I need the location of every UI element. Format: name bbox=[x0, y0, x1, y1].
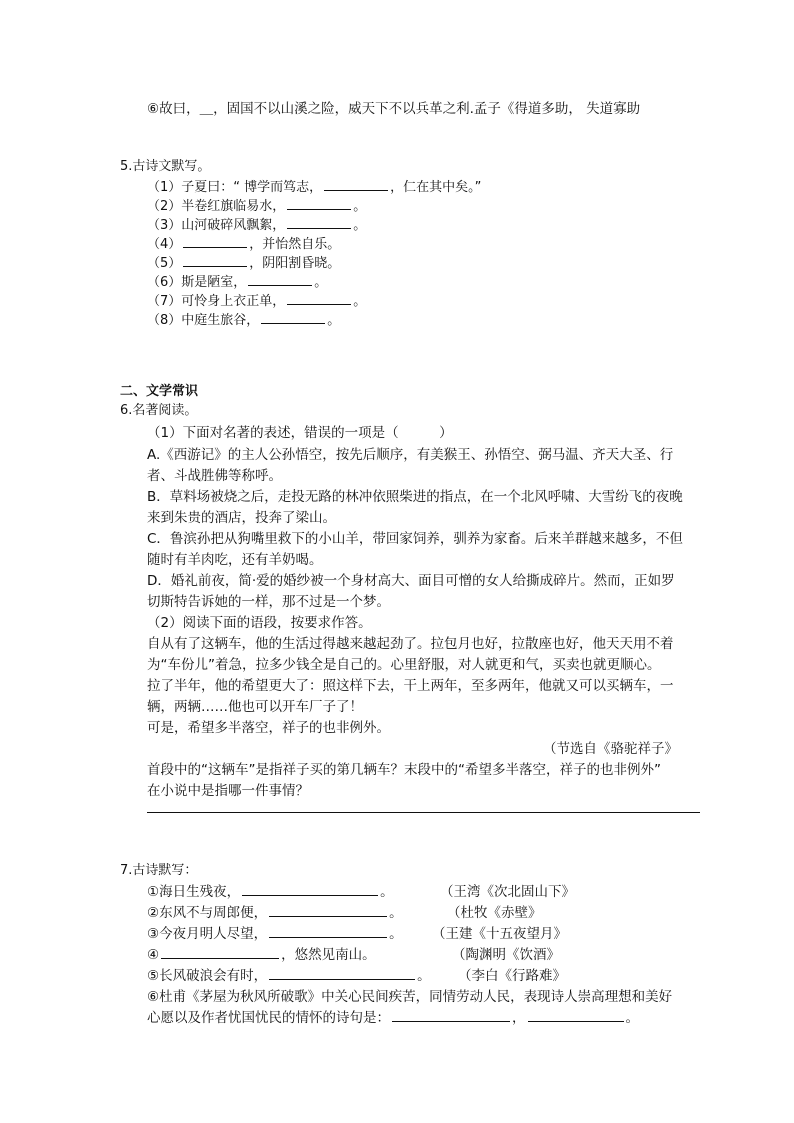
q5-item-7-post: 。 bbox=[353, 294, 367, 309]
answer-blank[interactable] bbox=[161, 945, 279, 959]
q4-item6: ⑥故曰，＿，固国不以山溪之险，威天下不以兵革之利.孟子《得道多助， 失道寡助 bbox=[147, 101, 641, 117]
option-b-line2: 来到朱贵的酒店，投奔了梁山。 bbox=[147, 510, 336, 526]
q7-item-6-prompt: 心愿以及作者忧国忧民的情怀的诗句是： bbox=[147, 1010, 390, 1026]
q5-item-1 bbox=[147, 177, 481, 197]
option-d-line2: 切斯特告诉她的一样，那不过是一个梦。 bbox=[147, 594, 390, 610]
q6-sub1: （1）下面对名著的表述，错误的一项是（ ） bbox=[147, 425, 453, 441]
q7-item-4 bbox=[147, 945, 376, 965]
answer-blank[interactable] bbox=[287, 215, 351, 229]
q5-item-7-pre: （7）可怜身上衣正单， bbox=[147, 294, 286, 309]
q7-item-5-source: （李白《行路难》 bbox=[458, 968, 566, 984]
passage-line3: 拉了半年，他的希望更大了：照这样下去，干上两年，至多两年，他就又可以买辆车，一 bbox=[147, 678, 674, 694]
option-a-line2: 者、斗战胜佛等称呼。 bbox=[147, 468, 282, 484]
q5-title: 5.古诗文默写。 bbox=[120, 159, 211, 174]
q5-item-6-post: 。 bbox=[314, 275, 328, 290]
q5-item-3 bbox=[147, 215, 366, 235]
answer-blank[interactable] bbox=[324, 177, 388, 191]
q5-item-2-pre: （2）半卷红旗临易水， bbox=[147, 199, 286, 214]
q7-item-3-source: （王建《十五夜望月》 bbox=[432, 926, 567, 942]
answer-blank[interactable] bbox=[287, 196, 351, 210]
q5-item-3-pre: （3）山河破碎风飘絮， bbox=[147, 218, 286, 233]
passage-line2: 为“车份儿”着急，拉多少钱全是自己的。心里舒服，对人就更和气，买卖也就更顺心。 bbox=[147, 657, 661, 673]
q5-item-6-pre: （6）斯是陋室， bbox=[147, 275, 247, 290]
q5-item-8-post: 。 bbox=[327, 313, 341, 328]
q7-item-3 bbox=[147, 924, 403, 944]
q7-item-3-pre: ③今夜月明人尽望， bbox=[147, 926, 268, 942]
q5-item-1-post: ，仁在其中矣。” bbox=[390, 180, 482, 195]
q5-item-5-post: ，阴阳割昏晓。 bbox=[249, 256, 341, 271]
passage-line4: 辆，两辆……他也可以开车厂子了！ bbox=[147, 699, 363, 715]
q7-item-6-line2 bbox=[147, 1008, 639, 1028]
answer-blank[interactable] bbox=[392, 1008, 510, 1022]
q6-sub2: （2）阅读下面的语段，按要求作答。 bbox=[147, 615, 372, 631]
q5-item-5-pre: （5） bbox=[147, 256, 182, 271]
passage-line1: 自从有了这辆车，他的生活过得越来越起劲了。拉包月也好，拉散座也好，他天天用不着 bbox=[147, 636, 674, 652]
q6-title: 6.名著阅读。 bbox=[120, 403, 198, 418]
q7-item-6-line1: ⑥杜甫《茅屋为秋风所破歌》中关心民间疾苦，同情劳动人民，表现诗人崇高理想和美好 bbox=[147, 989, 673, 1005]
q5-item-8 bbox=[147, 310, 340, 330]
q5-item-3-post: 。 bbox=[353, 218, 367, 233]
section-heading: 二、文学常识 bbox=[120, 384, 199, 399]
question-line2: 在小说中是指哪一件事情？ bbox=[147, 783, 309, 799]
q7-item-6-sep: ， bbox=[512, 1010, 526, 1026]
q5-item-5 bbox=[147, 253, 340, 273]
option-c-line2: 随时有羊肉吃，还有羊奶喝。 bbox=[147, 552, 323, 568]
option-c-line1: C．鲁滨孙把从狗嘴里救下的小山羊，带回家饲养，驯养为家畜。后来羊群越来越多，不但 bbox=[147, 531, 683, 547]
q7-item-6-end: 。 bbox=[625, 1010, 639, 1026]
answer-blank[interactable] bbox=[248, 272, 312, 286]
answer-blank[interactable] bbox=[242, 882, 378, 896]
q5-item-7 bbox=[147, 291, 366, 311]
answer-line[interactable] bbox=[147, 812, 700, 813]
answer-blank[interactable] bbox=[261, 310, 325, 324]
passage-source: （节选自《骆驼祥子》 bbox=[543, 741, 678, 757]
q7-item-1 bbox=[147, 882, 394, 902]
q5-item-4-pre: （4） bbox=[147, 237, 182, 252]
q7-item-1-pre: ①海日生残夜， bbox=[147, 884, 241, 900]
q5-item-4 bbox=[147, 234, 340, 254]
q7-title: 7.古诗默写： bbox=[120, 863, 198, 878]
answer-blank[interactable] bbox=[287, 291, 351, 305]
q7-item-5 bbox=[147, 966, 431, 986]
option-b-line1: B．草料场被烧之后，走投无路的林冲依照柴进的指点，在一个北风呼啸、大雪纷飞的夜晚 bbox=[147, 489, 683, 505]
q5-item-4-post: ，并怡然自乐。 bbox=[249, 237, 341, 252]
q7-item-1-post: 。 bbox=[380, 884, 394, 900]
answer-blank[interactable] bbox=[269, 903, 387, 917]
q7-item-2-pre: ②东风不与周郎便， bbox=[147, 905, 268, 921]
q7-item-4-post: ，悠然见南山。 bbox=[281, 947, 376, 963]
q7-item-2 bbox=[147, 903, 403, 923]
question-line1: 首段中的“这辆车”是指祥子买的第几辆车？末段中的“希望多半落空，祥子的也非例外” bbox=[147, 762, 661, 778]
q7-item-3-post: 。 bbox=[389, 926, 403, 942]
option-d-line1: D．婚礼前夜，简·爱的婚纱被一个身材高大、面目可憎的女人给撕成碎片。然而，正如罗 bbox=[147, 573, 675, 589]
q7-item-5-pre: ⑤长风破浪会有时， bbox=[147, 968, 268, 984]
answer-blank[interactable] bbox=[183, 234, 247, 248]
q5-item-6 bbox=[147, 272, 327, 292]
q5-item-2-post: 。 bbox=[353, 199, 367, 214]
q7-item-1-source: （王湾《次北固山下》 bbox=[440, 884, 575, 900]
q5-item-8-pre: （8）中庭生旅谷， bbox=[147, 313, 260, 328]
answer-blank[interactable] bbox=[183, 253, 247, 267]
q5-item-2 bbox=[147, 196, 366, 216]
answer-blank[interactable] bbox=[528, 1008, 624, 1022]
passage-line5: 可是，希望多半落空，祥子的也非例外。 bbox=[147, 720, 390, 736]
q5-item-1-pre: （1）子夏曰：“ 博学而笃志， bbox=[147, 180, 323, 195]
q7-item-4-source: （陶渊明《饮酒》 bbox=[452, 947, 560, 963]
q7-item-5-post: 。 bbox=[417, 968, 431, 984]
q7-item-2-source: （杜牧《赤壁》 bbox=[447, 905, 542, 921]
answer-blank[interactable] bbox=[269, 924, 387, 938]
q7-item-4-pre: ④ bbox=[147, 947, 160, 963]
answer-blank[interactable] bbox=[269, 966, 415, 980]
q7-item-2-post: 。 bbox=[389, 905, 403, 921]
option-a-line1: A.《西游记》的主人公孙悟空，按先后顺序，有美猴王、孙悟空、弼马温、齐天大圣、行 bbox=[147, 447, 674, 463]
